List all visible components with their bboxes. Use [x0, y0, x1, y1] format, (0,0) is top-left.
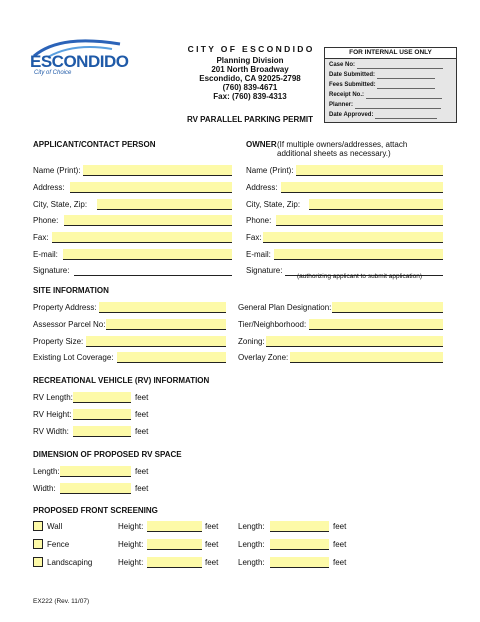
site-lot-coverage-label: Existing Lot Coverage: [33, 353, 114, 362]
rv-length-unit: feet [135, 393, 149, 402]
screening-landscaping-height-unit: feet [205, 558, 219, 567]
internal-row-case: Case No: [329, 61, 443, 69]
screening-fence-checkbox[interactable] [33, 539, 43, 549]
rv-width-field[interactable] [73, 426, 131, 437]
owner-city-label: City, State, Zip: [246, 200, 301, 209]
applicant-fax-label: Fax: [33, 233, 49, 242]
screening-landscaping-height-label: Height: [118, 558, 144, 567]
screening-fence-height-label: Height: [118, 540, 144, 549]
applicant-fax-field[interactable] [52, 232, 232, 243]
applicant-signature-label: Signature: [33, 266, 70, 275]
screening-fence-length-label: Length: [238, 540, 265, 549]
owner-name-field[interactable] [296, 165, 443, 176]
space-length-field[interactable] [60, 466, 131, 477]
site-zoning-field[interactable] [266, 336, 443, 347]
site-property-size-label: Property Size: [33, 337, 84, 346]
screening-fence-label: Fence [47, 540, 70, 549]
rv-height-label: RV Height: [33, 410, 72, 419]
rv-height-field[interactable] [73, 409, 131, 420]
owner-heading: OWNER [246, 140, 277, 149]
site-general-plan-label: General Plan Designation: [238, 303, 332, 312]
applicant-email-field[interactable] [63, 249, 232, 260]
space-width-label: Width: [33, 484, 56, 493]
city-name: C I T Y O F E S C O N D I D O [187, 44, 313, 54]
applicant-address-field[interactable] [70, 182, 232, 193]
rv-height-unit: feet [135, 410, 149, 419]
site-property-address-label: Property Address: [33, 303, 97, 312]
applicant-city-label: City, State, Zip: [33, 200, 88, 209]
applicant-phone-label: Phone: [33, 216, 59, 225]
applicant-city-field[interactable] [97, 199, 232, 210]
site-overlay-field[interactable] [290, 352, 443, 363]
screening-landscaping-checkbox[interactable] [33, 557, 43, 567]
applicant-name-field[interactable] [83, 165, 232, 176]
owner-email-label: E-mail: [246, 250, 271, 259]
screening-fence-height-field[interactable] [147, 539, 202, 550]
owner-address-label: Address: [246, 183, 278, 192]
screening-heading: PROPOSED FRONT SCREENING [33, 506, 158, 515]
screening-wall-length-unit: feet [333, 522, 347, 531]
screening-wall-length-label: Length: [238, 522, 265, 531]
fax-number: Fax: (760) 839-4313 [213, 92, 287, 101]
rv-width-label: RV Width: [33, 427, 69, 436]
applicant-name-label: Name (Print): [33, 166, 81, 175]
space-heading: DIMENSION OF PROPOSED RV SPACE [33, 450, 182, 459]
internal-row-receipt: Receipt No.: [329, 91, 442, 99]
screening-wall-height-unit: feet [205, 522, 219, 531]
screening-landscaping-height-field[interactable] [147, 557, 202, 568]
form-number: EX222 (Rev. 11/07) [33, 598, 90, 605]
site-tier-label: Tier/Neighborhood: [238, 320, 307, 329]
applicant-email-label: E-mail: [33, 250, 58, 259]
screening-wall-height-label: Height: [118, 522, 144, 531]
screening-landscaping-length-label: Length: [238, 558, 265, 567]
screening-fence-length-unit: feet [333, 540, 347, 549]
internal-use-box [324, 47, 457, 123]
owner-fax-label: Fax: [246, 233, 262, 242]
division-name: Planning Division [216, 56, 284, 65]
internal-row-fees: Fees Submitted: [329, 81, 435, 89]
internal-use-title: FOR INTERNAL USE ONLY [325, 48, 456, 59]
owner-phone-label: Phone: [246, 216, 272, 225]
owner-name-label: Name (Print): [246, 166, 294, 175]
site-heading: SITE INFORMATION [33, 286, 109, 295]
site-zoning-label: Zoning: [238, 337, 265, 346]
rv-length-label: RV Length: [33, 393, 73, 402]
applicant-address-label: Address: [33, 183, 65, 192]
screening-wall-label: Wall [47, 522, 63, 531]
screening-wall-length-field[interactable] [270, 521, 329, 532]
internal-row-date-submitted: Date Submitted: [329, 71, 435, 79]
phone-number: (760) 839-4671 [222, 83, 278, 92]
address-line-2: Escondido, CA 92025-2798 [199, 74, 301, 83]
space-width-field[interactable] [60, 483, 131, 494]
logo-tagline: City of Choice [34, 70, 72, 76]
site-apn-label: Assessor Parcel No: [33, 320, 106, 329]
owner-signature-label: Signature: [246, 266, 283, 275]
screening-landscaping-label: Landscaping [47, 558, 93, 567]
address-line-1: 201 North Broadway [211, 65, 289, 74]
screening-landscaping-length-field[interactable] [270, 557, 329, 568]
site-tier-field[interactable] [309, 319, 443, 330]
site-overlay-label: Overlay Zone: [238, 353, 289, 362]
owner-signature-note: (authorizing applicant to submit application) [297, 273, 423, 280]
screening-landscaping-length-unit: feet [333, 558, 347, 567]
site-apn-field[interactable] [106, 319, 226, 330]
screening-fence-height-unit: feet [205, 540, 219, 549]
site-general-plan-field[interactable] [332, 302, 443, 313]
applicant-phone-field[interactable] [64, 215, 232, 226]
space-length-label: Length: [33, 467, 60, 476]
screening-fence-length-field[interactable] [270, 539, 329, 550]
city-logo [28, 38, 128, 80]
rv-length-field[interactable] [73, 392, 131, 403]
owner-city-field[interactable] [309, 199, 443, 210]
screening-wall-height-field[interactable] [147, 521, 202, 532]
logo-wordmark: ESCONDIDO [30, 52, 129, 71]
site-property-size-field[interactable] [86, 336, 226, 347]
form-title: RV PARALLEL PARKING PERMIT [186, 115, 314, 124]
site-property-address-field[interactable] [99, 302, 226, 313]
rv-heading: RECREATIONAL VEHICLE (RV) INFORMATION [33, 376, 210, 385]
internal-row-date-approved: Date Approved: [329, 111, 437, 119]
rv-width-unit: feet [135, 427, 149, 436]
owner-address-field[interactable] [281, 182, 443, 193]
site-lot-coverage-field[interactable] [117, 352, 226, 363]
internal-row-planner: Planner: [329, 101, 441, 109]
applicant-heading: APPLICANT/CONTACT PERSON [33, 140, 156, 149]
owner-phone-field[interactable] [276, 215, 443, 226]
applicant-signature-field[interactable] [74, 265, 232, 276]
owner-note-line2: additional sheets as necessary.) [277, 149, 391, 158]
owner-email-field[interactable] [274, 249, 443, 260]
screening-wall-checkbox[interactable] [33, 521, 43, 531]
space-width-unit: feet [135, 484, 149, 493]
owner-fax-field[interactable] [263, 232, 443, 243]
owner-note-line1: (If multiple owners/addresses, attach [277, 140, 408, 149]
space-length-unit: feet [135, 467, 149, 476]
